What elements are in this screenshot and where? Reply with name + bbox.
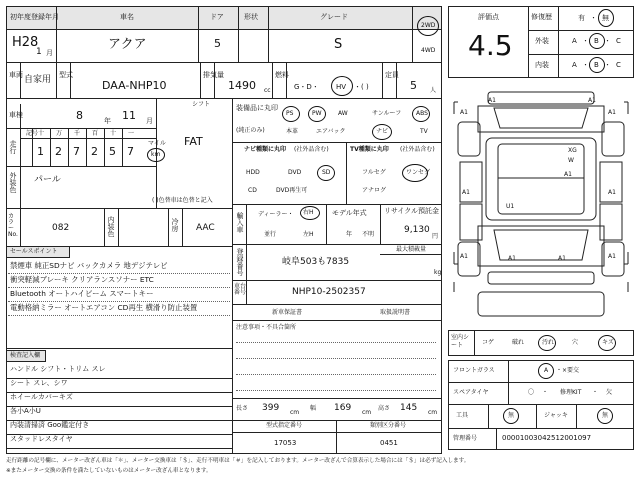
footer-line1: 走行距離の記号欄に、メーター改ざん車は「＊」、メーター交換車は「＄」、走行不明車は「＃」を記入しております。メーター改ざんで合算表示した場合には「＄」は必ず記入します。 <box>6 458 470 464</box>
first-reg-era: H28 <box>12 35 39 50</box>
mileage-unit-label: 十 <box>110 130 117 137</box>
color-label: 外装色 <box>9 172 17 193</box>
mileage-divider <box>32 128 33 166</box>
seat-item: 汚れ <box>542 339 555 346</box>
length-value: 399 <box>262 403 280 413</box>
shape-label: 形状 <box>244 13 258 21</box>
navi-item: DVD <box>288 169 302 176</box>
plate-label: 登録番号 <box>236 248 244 276</box>
sales-dotted-line <box>8 287 230 288</box>
mileage-unit-label: 十 <box>38 130 45 137</box>
equipment-item: PW <box>312 110 322 117</box>
mileage-digit: 2 <box>55 145 62 158</box>
jack-label: ジャッキ <box>544 412 568 419</box>
length-unit: cm <box>290 409 300 416</box>
grade-sep: ・ <box>582 61 589 69</box>
sales-point-line: 電動格納ミラー オートエアコン CD再生 横滑り防止装置 <box>10 303 198 312</box>
use-value: 自家用 <box>24 75 52 85</box>
spare-item: ・ <box>542 389 549 396</box>
mgmt-value: 00001003042512001097 <box>502 434 592 442</box>
damage-mark: A1 <box>488 97 496 104</box>
model-year-label: モデル年式 <box>332 209 367 217</box>
recycle-label: リサイクル預託金 <box>384 207 440 215</box>
seat-item: キズ <box>602 339 614 346</box>
color-value: パール <box>34 175 61 185</box>
repair-yes: 有 <box>578 14 585 22</box>
mileage-divider <box>50 128 51 166</box>
seat-label: 室内シート <box>451 334 470 349</box>
shift-value: FAT <box>184 135 203 148</box>
equipment-sub: (純正のみ) <box>236 127 265 134</box>
height-unit: cm <box>428 409 438 416</box>
inspector-line: 内装清掃済 Goo鑑定付き <box>10 421 90 429</box>
score-value: 4.5 <box>468 29 513 62</box>
fuel-options: G・D・ <box>294 83 319 91</box>
mgmt-label: 管理番号 <box>453 435 478 442</box>
grade-value: S <box>334 37 343 52</box>
tv-label: TV種類に丸印 <box>350 146 389 153</box>
width-label: 幅 <box>310 405 317 412</box>
plate-value: 岐阜503も7835 <box>282 257 350 267</box>
doors-value: 5 <box>214 37 221 50</box>
equipment-item: エアバック <box>316 128 346 135</box>
fuel-hv: HV <box>336 83 347 91</box>
first-reg-label: 初年度登録年月 <box>10 13 59 21</box>
new-car-warranty: 新車保証書 <box>272 309 303 316</box>
tool-label: 工具 <box>456 412 469 419</box>
equipment-item: ナビ <box>376 128 389 135</box>
class-label: 類別区分番号 <box>370 422 407 429</box>
grade-sep: ・ <box>582 37 589 45</box>
repair-label: 修復歴 <box>531 13 552 21</box>
doors-label: ドア <box>210 13 224 21</box>
car-damage-diagram <box>448 82 634 326</box>
model-year: 不明 <box>362 231 375 238</box>
disp-unit: cc <box>264 87 271 94</box>
grade-interior-option: B <box>594 61 599 69</box>
damage-mark: A1 <box>508 255 516 262</box>
navi-item: DVD再生可 <box>276 187 308 194</box>
mileage-unit-label: 万 <box>56 130 63 137</box>
damage-mark: U1 <box>506 203 515 210</box>
tv-item: ワンセグ <box>406 169 431 176</box>
grade-sep: ・ <box>604 37 611 45</box>
color-code: 082 <box>52 223 70 233</box>
manual-label: 取扱説明書 <box>380 309 411 316</box>
grade-interior-option: C <box>616 61 621 69</box>
spare-label: スペアタイヤ <box>453 389 489 396</box>
mileage-divider <box>86 128 87 166</box>
damage-mark: W <box>568 157 574 164</box>
damage-mark: A1 <box>462 189 470 196</box>
tv-item: アナログ <box>362 187 387 194</box>
grade-sep: ・ <box>604 61 611 69</box>
grade-exterior-option: B <box>594 37 599 45</box>
damage-mark: XG <box>568 147 577 154</box>
tool-value: 無 <box>508 412 515 419</box>
navi-item: CD <box>248 187 257 194</box>
interior-color-label: 内装色 <box>107 216 115 237</box>
fuel-tail: ・( ) <box>354 83 369 91</box>
cap-label: 定員 <box>385 71 399 79</box>
inspection-label: 車検 <box>9 111 23 119</box>
tv-item: フルセグ <box>362 169 386 176</box>
recycle-unit: 円 <box>432 233 439 240</box>
drive-4wd: 4WD <box>421 47 436 54</box>
color-code-label: カラー No. <box>8 213 18 238</box>
damage-mark: A1 <box>608 253 616 260</box>
month-unit: 月 <box>46 49 53 57</box>
navi-label: ナビ種類に丸印 <box>244 146 287 153</box>
spare-item: 〇 <box>528 389 535 396</box>
equipment-item: 本革 <box>286 128 299 135</box>
equipment-item: サンルーフ <box>372 110 402 117</box>
model-value: DAA-NHP10 <box>102 79 167 92</box>
tv-sub: (社外品含む) <box>400 146 435 153</box>
inspector-label: 検査記入欄 <box>10 352 41 359</box>
mileage-digit: 7 <box>73 145 80 158</box>
damage-mark: A1 <box>460 253 468 260</box>
grade-interior-option: A <box>572 61 577 69</box>
spare-item: 欠 <box>606 389 613 396</box>
sales-point-line: 禁煙車 純正SDナビ バックカメラ 地デジテレビ <box>10 261 168 270</box>
shift-label: シフト <box>192 101 211 108</box>
damage-mark: A1 <box>608 109 616 116</box>
frame-value: NHP10-2502357 <box>292 287 366 297</box>
inspection-month: 11 <box>122 109 136 122</box>
disp-value: 1490 <box>228 79 256 92</box>
disp-label: 排気量 <box>203 71 224 79</box>
ac-value: AAC <box>196 223 215 233</box>
use-label: 車両 <box>9 71 23 79</box>
exterior-label: 外装 <box>535 37 549 45</box>
mileage-unit-label: 一 <box>128 130 135 137</box>
model-year-era: 年 <box>346 231 353 238</box>
seat-item: 穴 <box>572 339 579 346</box>
sales-point-line: Bluetooth オートハイビーム スマートキー <box>10 289 154 298</box>
footer-line2: ※またメーター交換の条件を満たしていないものはメーター改ざん車となります。 <box>6 468 212 474</box>
spare-item: ・ <box>592 389 599 396</box>
cap-value: 5 <box>410 79 417 92</box>
mileage-divider <box>68 128 69 166</box>
length-label: 長さ <box>236 405 249 412</box>
mileage-unit-label: 百 <box>92 130 99 137</box>
car-name: アクア <box>108 37 147 52</box>
mileage-digit-label: 記号 <box>26 130 39 137</box>
inspection-year-unit: 年 <box>104 117 111 125</box>
class-value: 0451 <box>380 439 398 447</box>
mileage-digit: 2 <box>91 145 98 158</box>
equipment-item: PS <box>286 110 294 117</box>
grade-label: グレード <box>320 13 348 21</box>
mileage-digit: 7 <box>127 145 134 158</box>
mileage-unit-label: 千 <box>74 130 81 137</box>
width-unit: cm <box>362 409 372 416</box>
ac-label: 冷房 <box>171 218 179 232</box>
height-value: 145 <box>400 403 418 413</box>
jack-value: 無 <box>602 412 609 419</box>
inspector-line: ホイールカバーキズ <box>10 393 73 401</box>
interior-label: 内装 <box>535 61 549 69</box>
seat-item: 破れ <box>512 339 525 346</box>
color-note: ( )色替車は色替と記入 <box>152 197 213 204</box>
equipment-item: AW <box>338 110 348 117</box>
equipment-item: ABS <box>416 110 428 117</box>
notes-label: 注意事項・不具合箇所 <box>236 324 297 331</box>
equipment-item: TV <box>420 128 428 135</box>
drive-2wd: 2WD <box>421 22 436 29</box>
import-side: 右H <box>303 209 314 216</box>
import-label: 輸入車 <box>236 212 244 233</box>
mile-unit: km <box>151 151 161 158</box>
glass-note: ・×要交 <box>556 367 580 374</box>
damage-mark: A1 <box>608 189 616 196</box>
sales-dotted-line <box>8 273 230 274</box>
max-load-label: 最大積載量 <box>396 246 427 253</box>
equipment-label: 装備品に丸印 <box>236 104 278 112</box>
mileage-divider <box>122 128 123 166</box>
inspector-row-line <box>6 448 232 449</box>
inspector-line: シート スレ、シワ <box>10 379 68 387</box>
grade-exterior-option: C <box>616 37 621 45</box>
inspector-line: 各小A小U <box>10 407 41 415</box>
sales-point-label: セールスポイント <box>10 248 58 255</box>
grade-exterior-option: A <box>572 37 577 45</box>
recycle-value: 9,130 <box>404 225 430 235</box>
mileage-digit: 1 <box>37 145 44 158</box>
spare-item: 修理KIT <box>560 389 582 396</box>
repair-no: 無 <box>602 14 609 22</box>
width-value: 169 <box>334 403 352 413</box>
score-label: 評価点 <box>478 13 499 21</box>
first-reg-month: 1 <box>36 47 42 57</box>
sales-point-line: 衝突軽減ブレーキ クリアランスソナー ETC <box>10 275 154 284</box>
navi-item: SD <box>322 169 331 176</box>
navi-item: HDD <box>246 169 260 176</box>
inspection-year: 8 <box>76 109 83 122</box>
sales-dotted-line <box>8 301 230 302</box>
damage-mark: A1 <box>460 109 468 116</box>
spec-value: 17053 <box>274 439 297 447</box>
import-side2: 左H <box>303 231 314 238</box>
mileage-digit: 5 <box>109 145 116 158</box>
inspector-line: スタッドレスタイヤ <box>10 435 73 443</box>
mile-unit-label: マイル <box>148 140 166 147</box>
spec-label: 型式指定番号 <box>266 422 303 429</box>
mileage-divider <box>104 128 105 166</box>
model-label: 型式 <box>59 71 73 79</box>
glass-a: A <box>544 367 549 374</box>
seat-item: コゲ <box>482 339 495 346</box>
damage-mark: A1 <box>588 97 596 104</box>
height-label: 高さ <box>378 405 391 412</box>
fuel-label: 燃料 <box>275 71 289 79</box>
mileage-label: 走行 <box>9 140 17 154</box>
name-label: 車名 <box>120 13 134 21</box>
import-dealer: ディーラー・ <box>258 211 294 218</box>
navi-sub: (社外品含む) <box>294 146 329 153</box>
glass-label: フロントガラス <box>453 367 495 374</box>
frame-label: 車台番号 <box>234 283 247 296</box>
header-labels-row <box>6 6 442 30</box>
max-load-unit: kg <box>434 269 442 276</box>
cap-unit: 人 <box>430 87 437 94</box>
inspector-line: ハンドル シフト・トリム スレ <box>10 365 106 373</box>
sales-dotted-line <box>8 315 230 316</box>
import-parallel: 並行 <box>264 231 277 238</box>
inspection-month-unit: 月 <box>146 117 153 125</box>
damage-mark: A1 <box>564 171 572 178</box>
damage-mark: A1 <box>558 255 566 262</box>
